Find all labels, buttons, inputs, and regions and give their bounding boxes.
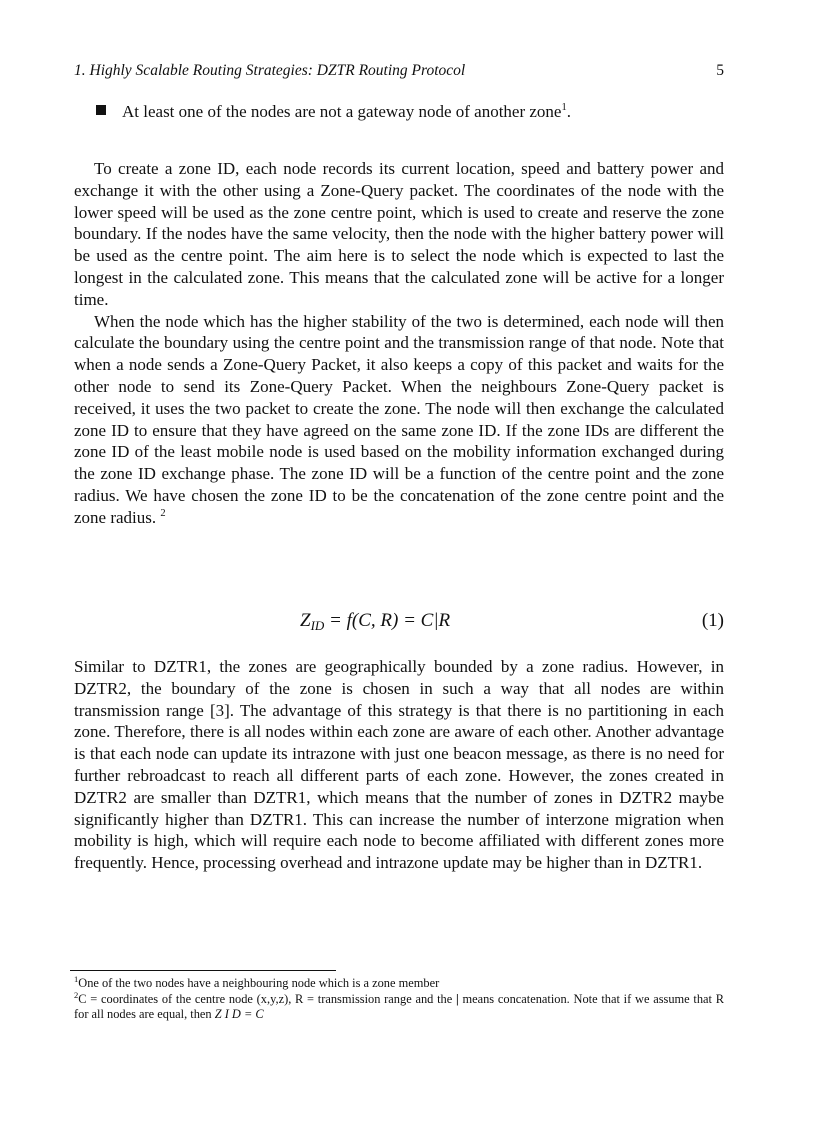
footnote-1 (74, 976, 724, 992)
square-bullet-icon (96, 105, 106, 115)
footnote-mark-2: 2 (160, 507, 166, 519)
concatenation-symbol: | (455, 991, 459, 1006)
equation-lhs-subscript: ID (310, 618, 325, 633)
footnote-divider (70, 970, 336, 971)
equation-lhs: Z (300, 610, 311, 631)
running-header (74, 62, 724, 84)
footnote-2-expression: Z I D = C (214, 1007, 264, 1021)
equation (74, 610, 724, 636)
bullet-end: . (566, 102, 571, 121)
page-number: 5 (716, 62, 724, 79)
footnote-2 (74, 989, 725, 1023)
paragraph-boundary (74, 311, 724, 529)
bullet-text: At least one of the nodes are not a gateway node of another zone (122, 102, 562, 121)
equation-rhs: = f(C, R) = C|R (324, 610, 451, 631)
paragraph-boundary-text: When the node which has the higher stability of the two is determined, each node will then calculate the boundary using the centre point and the transmission range of that node. Note that when a node sends a Zone-Query Packet, it also keeps a copy of this packet and waits for the other node to send its Zone-Query Packet. When the neighbours Zone-Query packet is received, it uses the two packet to create the zone. The node will then exchange the calculated zone ID to ensure that they have agreed on the same zone ID. If the zone IDs are different the zone ID of the least mobile node is used based on the mobility information exchanged during the zone ID exchange phase. The zone ID will be a function of the centre point and the zone radius. We have chosen the zone ID to be the concatenation of the zone centre point and the zone radius. (74, 311, 724, 527)
running-title: 1. Highly Scalable Routing Strategies: DZTR Routing Protocol (74, 62, 466, 79)
body-text-upper (74, 158, 724, 529)
equation-number: (1) (701, 610, 724, 631)
footnote-1-text: One of the two nodes have a neighbouring node which is a zone member (78, 976, 440, 990)
bullet-item (96, 102, 571, 122)
footnote-mark-1: 1 (561, 102, 567, 113)
body-text-lower (74, 656, 724, 874)
footnote-2-text-a: C = coordinates of the centre node (x,y,z), R = transmission range and the (78, 991, 456, 1006)
paragraph-zone-id: To create a zone ID, each node records its current location, speed and battery power and exchange it with the other using a Zone-Query packet. The coordinates of the node with the lower speed will be used as the zone centre point, which is used to create and reserve the zone boundary. If the nodes have the same velocity, then the node with the higher battery power will be used as the centre point. The aim here is to select the node which is expected to last the longest in the calculated zone. This means that the calculated zone will be active for a longer time. (74, 159, 724, 309)
equation-expression (300, 610, 450, 634)
footnote-1-mark: 1 (74, 974, 79, 984)
footnote-2-mark: 2 (74, 989, 79, 1000)
footnotes (74, 976, 724, 1023)
footnote-2-text-b: means concatenation. Note that if we assume that R for all nodes are equal, then (74, 991, 725, 1021)
paragraph-dztr2: Similar to DZTR1, the zones are geographically bounded by a zone radius. However, in DZTR2, the boundary of the zone is chosen in such a way that all nodes are within transmission range [3]. The advantage of this strategy is that there is no partitioning in each zone. Therefore, there is all nodes within each zone are aware of each other. Another advantage is that each node can update its intrazone with just one beacon message, as there is no need for further rebroadcast to reach all different parts of each zone. However, the zones created in DZTR2 are smaller than DZTR1, which means that the number of zones in DZTR2 maybe significantly higher than DZTR1. This can increase the number of interzone migration when mobility is high, which will require each node to become affiliated with different zones more frequently. Hence, processing overhead and intrazone update may be higher than in DZTR1. (74, 657, 724, 873)
